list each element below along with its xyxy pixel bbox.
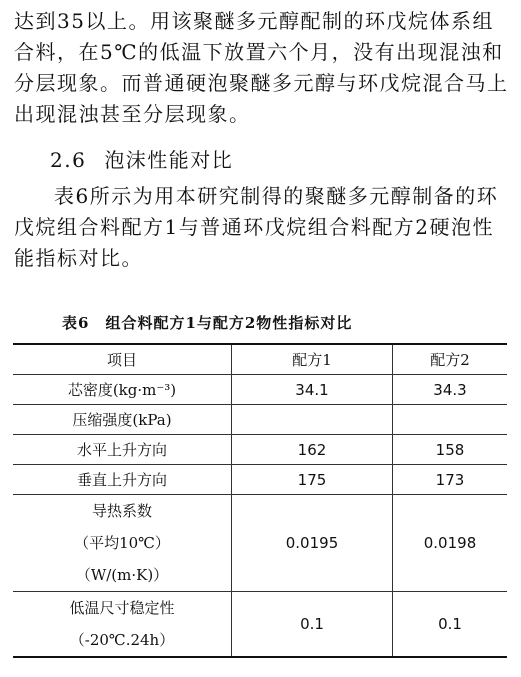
table-row [13,405,507,435]
header-formula-2: 配方2 [393,344,508,375]
row-value-1: 0.0195 [232,495,393,592]
header-formula-1: 配方1 [232,344,393,375]
row-item: 芯密度(kg·m⁻³) [13,375,232,405]
row-item-line: （-20℃.24h） [69,631,175,649]
header-item: 项目 [13,344,232,375]
table-caption-text: 组合料配方1与配方2物性指标对比 [105,314,353,332]
table-row [13,465,507,495]
row-item [13,495,232,592]
row-value-1: 175 [232,465,393,495]
row-value-1: 162 [232,435,393,465]
table-row [13,495,507,592]
table-header-row [13,344,507,375]
row-value-1: 34.1 [232,375,393,405]
row-item-line: （平均10℃） [74,534,170,552]
section-number: 2.6 [50,148,87,172]
row-item [13,592,232,658]
row-value-1 [232,405,393,435]
table-caption [62,312,352,333]
paragraph-intro: 达到35以上。用该聚醚多元醇配制的环戊烷体系组合料，在5℃的低温下放置六个月，没有出现混浊和分层现象。而普通硬泡聚醚多元醇与环戊烷混合马上出现混浊甚至分层现象。 [14,9,509,126]
row-value-1: 0.1 [232,592,393,658]
row-value-2: 34.3 [393,375,508,405]
table-row [13,375,507,405]
row-value-2: 0.1 [393,592,508,658]
row-item: 垂直上升方向 [13,465,232,495]
section-title: 泡沫性能对比 [104,148,234,172]
paragraph-table-intro: 表6所示为用本研究制得的聚醚多元醇制备的环戊烷组合料配方1与普通环戊烷组合料配方2硬泡性能指标对比。 [14,184,499,270]
table-row [13,435,507,465]
row-value-2: 158 [393,435,508,465]
row-item-line: 低温尺寸稳定性 [69,599,175,617]
row-item: 水平上升方向 [13,435,232,465]
row-value-2: 0.0198 [393,495,508,592]
row-value-2 [393,405,508,435]
section-heading [50,144,233,173]
row-value-2: 173 [393,465,508,495]
table-caption-label: 表6 [62,314,90,332]
property-comparison-table [13,343,507,658]
table-row [13,592,507,658]
row-item-line: 导热系数 [91,502,152,520]
row-item-line: （W/(m·K)） [75,566,169,584]
row-item: 压缩强度(kPa) [13,405,232,435]
